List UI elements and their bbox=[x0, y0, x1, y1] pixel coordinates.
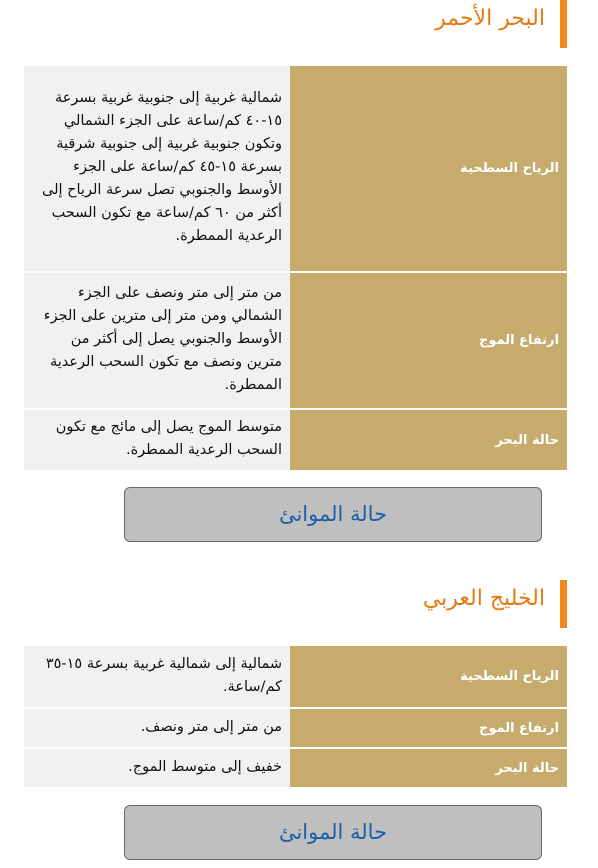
ports-status-button[interactable]: حالة الموانئ bbox=[124, 805, 542, 860]
row-label: حالة البحر bbox=[290, 748, 567, 788]
table-row bbox=[24, 409, 567, 471]
row-value: من متر إلى متر ونصف. bbox=[24, 708, 290, 748]
row-label: الرياح السطحية bbox=[290, 646, 567, 708]
row-value: شمالية غربية إلى جنوبية غربية بسرعة ١٥-٤٠ كم/ساعة على الجزء الشمالي وتكون جنوبية غربية إلى جنوبية شرقية بسرعة ١٥-٤٥ كم/ساعة على الجزء الأوسط والجنوبي تصل سرعة الرياح إلى أكثر من ٦٠ كم/ساعة مع تكون السحب الرعدية الممطرة. bbox=[24, 66, 290, 272]
forecast-table-arabian-gulf bbox=[24, 646, 567, 789]
forecast-table-red-sea bbox=[24, 66, 567, 472]
section-heading: البحر الأحمر bbox=[435, 6, 545, 31]
row-label: ارتفاع الموج bbox=[290, 708, 567, 748]
table-row bbox=[24, 66, 567, 272]
table-row bbox=[24, 272, 567, 409]
section-accent-bar bbox=[560, 0, 567, 48]
table-row bbox=[24, 646, 567, 708]
row-value: متوسط الموج يصل إلى مائج مع تكون السحب الرعدية الممطرة. bbox=[24, 409, 290, 471]
section-title-arabian-gulf bbox=[24, 580, 567, 628]
row-value: من متر إلى متر ونصف على الجزء الشمالي ومن متر إلى مترين على الجزء الأوسط والجنوبي يصل إلى أكثر من مترين ونصف مع تكون السحب الرعدية الممطرة. bbox=[24, 272, 290, 409]
row-label: الرياح السطحية bbox=[290, 66, 567, 272]
row-label: ارتفاع الموج bbox=[290, 272, 567, 409]
row-label: حالة البحر bbox=[290, 409, 567, 471]
section-accent-bar bbox=[560, 580, 567, 628]
section-title-red-sea bbox=[24, 0, 567, 48]
table-row bbox=[24, 708, 567, 748]
section-arabian-gulf bbox=[24, 580, 567, 789]
row-value: شمالية إلى شمالية غربية بسرعة ١٥-٣٥ كم/ساعة. bbox=[24, 646, 290, 708]
row-value: خفيف إلى متوسط الموج. bbox=[24, 748, 290, 788]
section-red-sea bbox=[24, 0, 567, 472]
ports-status-button[interactable]: حالة الموانئ bbox=[124, 487, 542, 542]
table-row bbox=[24, 748, 567, 788]
section-heading: الخليج العربي bbox=[422, 586, 545, 611]
